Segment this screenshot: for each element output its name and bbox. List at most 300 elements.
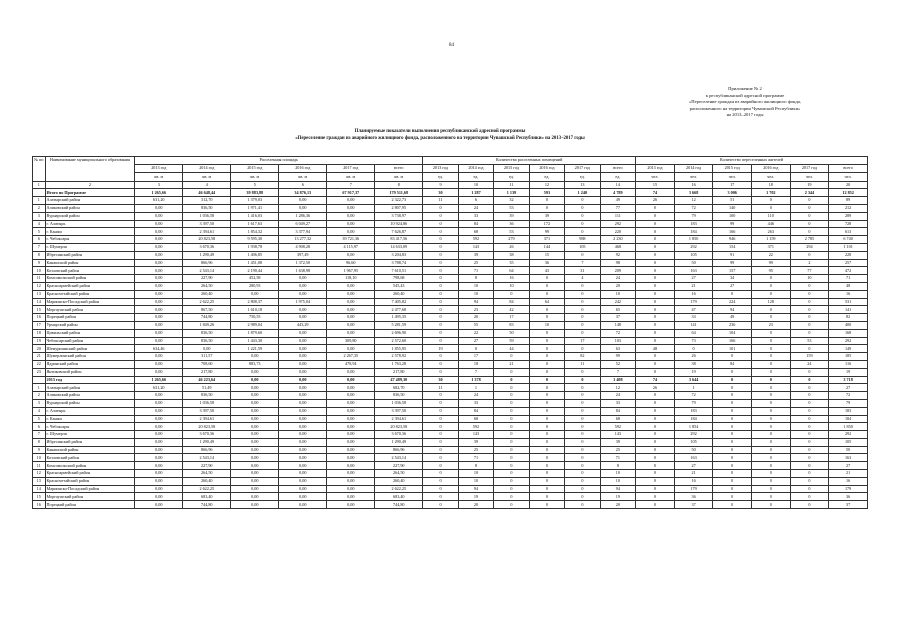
table-cell: 292 bbox=[674, 243, 713, 251]
table-cell: 0 bbox=[423, 282, 458, 290]
table-cell: 1 287 bbox=[458, 189, 493, 197]
municipality-name: Комсомольский район bbox=[45, 275, 135, 283]
table-cell: 1 416,03 bbox=[231, 212, 279, 220]
table-cell: 1 451,08 bbox=[231, 259, 279, 267]
table-cell: 0 bbox=[529, 423, 564, 431]
table-cell: 39 721,36 bbox=[327, 236, 375, 244]
table-cell: 0 bbox=[565, 376, 600, 384]
table-cell: 19 bbox=[674, 368, 713, 376]
table-cell: 0 bbox=[423, 485, 458, 493]
table-cell: 12 bbox=[674, 197, 713, 205]
table-row bbox=[33, 267, 868, 275]
table-cell: 209 bbox=[600, 267, 636, 275]
table-cell: 0,00 bbox=[231, 407, 279, 415]
table-cell: 0 bbox=[636, 267, 675, 275]
table-cell: 0 bbox=[494, 290, 529, 298]
municipality-name: Красночетайский район bbox=[45, 290, 135, 298]
table-cell: 94 bbox=[600, 485, 636, 493]
table-cell: 0,00 bbox=[279, 392, 327, 400]
table-cell: 91 bbox=[713, 251, 752, 259]
header-unit: чел. bbox=[674, 172, 713, 181]
table-cell: 2 322,73 bbox=[375, 197, 423, 205]
table-cell: 148 bbox=[600, 321, 636, 329]
table-cell: 0 bbox=[751, 462, 790, 470]
table-cell: 0,00 bbox=[327, 431, 375, 439]
table-cell: 84 bbox=[458, 220, 493, 228]
table-cell: 64 bbox=[494, 267, 529, 275]
row-number: 8 bbox=[33, 438, 46, 446]
table-cell: 1 265,66 bbox=[135, 376, 183, 384]
table-cell: 24 bbox=[458, 204, 493, 212]
row-number bbox=[33, 376, 46, 384]
table-cell: 36 bbox=[529, 259, 564, 267]
table-cell: 27 bbox=[829, 462, 868, 470]
table-cell: 143 bbox=[458, 431, 493, 439]
table-cell: 0 bbox=[423, 290, 458, 298]
table-cell: 1 406,85 bbox=[231, 251, 279, 259]
table-cell: 0 bbox=[565, 423, 600, 431]
table-cell: 7 610,51 bbox=[375, 267, 423, 275]
table-cell: 836,50 bbox=[375, 392, 423, 400]
table-cell: 27 bbox=[674, 462, 713, 470]
header-no: № пп bbox=[33, 157, 46, 182]
table-cell: 227,90 bbox=[183, 275, 231, 283]
table-cell: 0,00 bbox=[135, 399, 183, 407]
table-cell: 242 bbox=[600, 298, 636, 306]
table-cell: 68 bbox=[458, 415, 493, 423]
table-cell: 0,00 bbox=[279, 275, 327, 283]
appendix-note bbox=[640, 86, 850, 119]
table-cell: 32 bbox=[494, 197, 529, 205]
header-unit: чел. bbox=[713, 172, 752, 181]
table-cell: 5 281,59 bbox=[375, 321, 423, 329]
table-cell: 17 bbox=[458, 353, 493, 361]
table-cell: 0,00 bbox=[135, 282, 183, 290]
table-cell: 0 bbox=[565, 415, 600, 423]
table-cell: 0 bbox=[529, 470, 564, 478]
table-cell: 708,60 bbox=[183, 360, 231, 368]
municipality-name: Красноармейский район bbox=[45, 470, 135, 478]
table-cell: 49 bbox=[713, 314, 752, 322]
table-cell: 866,96 bbox=[375, 446, 423, 454]
table-cell: 10 bbox=[458, 290, 493, 298]
table-cell: 38 bbox=[674, 360, 713, 368]
table-row bbox=[33, 415, 868, 423]
table-cell: 0 bbox=[565, 399, 600, 407]
table-cell: 141 bbox=[674, 321, 713, 329]
table-cell: 443,29 bbox=[279, 321, 327, 329]
table-cell: 68 bbox=[458, 228, 493, 236]
table-cell: 217,80 bbox=[375, 368, 423, 376]
table-cell: 0 bbox=[790, 321, 829, 329]
table-cell: 0 bbox=[636, 236, 675, 244]
table-cell: 77 bbox=[600, 204, 636, 212]
column-number: 1 bbox=[33, 181, 46, 189]
table-cell: 183 bbox=[674, 407, 713, 415]
table-cell: 0,00 bbox=[135, 501, 183, 509]
table-cell: 0,00 bbox=[279, 204, 327, 212]
table-cell: 64 bbox=[674, 329, 713, 337]
table-cell: 8 bbox=[600, 462, 636, 470]
table-cell: 10 bbox=[600, 470, 636, 478]
column-number: 17 bbox=[713, 181, 752, 189]
municipality-name: Канашский район bbox=[45, 259, 135, 267]
table-cell: 1 855,95 bbox=[375, 345, 423, 353]
table-cell: 67 917,37 bbox=[327, 189, 375, 197]
table-cell: 0,00 bbox=[231, 376, 279, 384]
table-cell: 2 578,92 bbox=[375, 353, 423, 361]
table-cell: 0 bbox=[751, 337, 790, 345]
municipality-name: г. Шумерля bbox=[45, 243, 135, 251]
table-row bbox=[33, 423, 868, 431]
table-cell: 20 bbox=[458, 314, 493, 322]
table-cell: 1 879,60 bbox=[231, 329, 279, 337]
municipality-name: Канашский район bbox=[45, 446, 135, 454]
table-cell: 0 bbox=[751, 376, 790, 384]
table-cell: 0,00 bbox=[231, 446, 279, 454]
table-row bbox=[33, 345, 868, 353]
table-cell: 39 bbox=[458, 438, 493, 446]
table-cell: 2 572,60 bbox=[375, 337, 423, 345]
municipality-name: г. Шумерля bbox=[45, 431, 135, 439]
table-cell: 144 bbox=[529, 243, 564, 251]
table-cell: 0 bbox=[636, 314, 675, 322]
header-year: 2014 год bbox=[674, 164, 713, 172]
table-cell: 0 bbox=[790, 197, 829, 205]
table-cell: 7 bbox=[458, 368, 493, 376]
table-cell: 0 bbox=[423, 353, 458, 361]
table-cell: 72 bbox=[600, 329, 636, 337]
table-cell: 0,00 bbox=[231, 353, 279, 361]
table-cell: 2 785 bbox=[790, 236, 829, 244]
table-cell: 0,00 bbox=[135, 236, 183, 244]
table-cell: 0 bbox=[529, 477, 564, 485]
table-cell: 0,00 bbox=[327, 462, 375, 470]
table-cell: 0,00 bbox=[231, 384, 279, 392]
table-cell: 592 bbox=[600, 423, 636, 431]
table-cell: 0 bbox=[423, 431, 458, 439]
table-cell: 0 bbox=[529, 501, 564, 509]
table-row bbox=[33, 259, 868, 267]
column-number: 5 bbox=[231, 181, 279, 189]
table-cell: 0 bbox=[494, 407, 529, 415]
table-cell: 1 290,49 bbox=[183, 438, 231, 446]
table-cell: 55 bbox=[458, 321, 493, 329]
table-cell: 0 bbox=[790, 204, 829, 212]
row-number: 12 bbox=[33, 470, 46, 478]
table-cell: 0 bbox=[423, 321, 458, 329]
header-unit: кв. м bbox=[183, 172, 231, 181]
table-cell: 2 394,61 bbox=[183, 228, 231, 236]
row-number: 2 bbox=[33, 392, 46, 400]
municipality-name: Янтиковский район bbox=[45, 368, 135, 376]
table-cell: 260,40 bbox=[375, 477, 423, 485]
table-cell: 1 372,50 bbox=[279, 259, 327, 267]
column-number: 11 bbox=[494, 181, 529, 189]
municipality-name: Красночетайский район bbox=[45, 477, 135, 485]
table-cell: 0 bbox=[565, 220, 600, 228]
table-cell: 20 bbox=[458, 501, 493, 509]
table-cell: 0,00 bbox=[327, 392, 375, 400]
table-cell: 0,00 bbox=[279, 493, 327, 501]
table-cell: 683,40 bbox=[375, 493, 423, 501]
table-cell: 143 bbox=[600, 431, 636, 439]
table-cell: 750,55 bbox=[231, 314, 279, 322]
table-cell: 0,00 bbox=[231, 493, 279, 501]
table-cell: 0 bbox=[713, 290, 752, 298]
appendix-line: расположенного на территории Чувашской Республики» bbox=[689, 105, 801, 111]
table-cell: 0 bbox=[565, 384, 600, 392]
table-cell: 63 bbox=[600, 345, 636, 353]
table-cell: 0,00 bbox=[231, 431, 279, 439]
table-cell: 0,00 bbox=[135, 243, 183, 251]
table-cell: 4 bbox=[565, 275, 600, 283]
table-row bbox=[33, 236, 868, 244]
table-cell: 0,00 bbox=[279, 384, 327, 392]
document-title bbox=[220, 128, 660, 142]
table-cell: 0 bbox=[751, 197, 790, 205]
table-cell: 0,00 bbox=[327, 251, 375, 259]
table-cell: 0,00 bbox=[327, 329, 375, 337]
table-cell: 0 bbox=[790, 345, 829, 353]
table-cell: 0 bbox=[790, 462, 829, 470]
table-cell: 3 006 bbox=[713, 189, 752, 197]
table-row bbox=[33, 298, 868, 306]
table-cell: 728 bbox=[829, 220, 868, 228]
table-cell: 0 bbox=[494, 485, 529, 493]
table-cell: 0,00 bbox=[279, 423, 327, 431]
table-cell: 0 bbox=[423, 454, 458, 462]
table-row bbox=[33, 454, 868, 462]
table-cell: 0 bbox=[751, 282, 790, 290]
municipality-name: Аликовский район bbox=[45, 204, 135, 212]
table-cell: 185 bbox=[829, 353, 868, 361]
table-cell: 257 bbox=[829, 259, 868, 267]
header-rooms: Количество расселенных помещений bbox=[423, 157, 636, 165]
table-cell: 0,00 bbox=[231, 290, 279, 298]
table-cell: 0 bbox=[751, 407, 790, 415]
table-cell: 0 bbox=[636, 407, 675, 415]
table-cell: 0,00 bbox=[135, 306, 183, 314]
table-cell: 0 bbox=[423, 275, 458, 283]
column-number: 2 bbox=[45, 181, 135, 189]
table-cell: 260,40 bbox=[183, 477, 231, 485]
table-cell: 20 823,58 bbox=[183, 236, 231, 244]
table-cell: 613 bbox=[829, 228, 868, 236]
table-cell: 71 bbox=[458, 454, 493, 462]
table-cell: 0 bbox=[529, 345, 564, 353]
table-cell: 0 bbox=[751, 306, 790, 314]
table-row bbox=[33, 337, 868, 345]
table-row bbox=[33, 446, 868, 454]
table-cell: 0 bbox=[423, 399, 458, 407]
table-cell: 0 bbox=[458, 345, 493, 353]
row-number: 17 bbox=[33, 321, 46, 329]
table-cell: 0 bbox=[790, 470, 829, 478]
table-cell: 179 bbox=[829, 485, 868, 493]
table-cell: 1 159 bbox=[751, 236, 790, 244]
table-cell: 0,00 bbox=[135, 314, 183, 322]
municipality-name: Козловский район bbox=[45, 454, 135, 462]
table-cell: 79 bbox=[829, 399, 868, 407]
table-cell: 39 bbox=[600, 438, 636, 446]
table-cell: 0 bbox=[713, 407, 752, 415]
table-cell: 264,50 bbox=[183, 470, 231, 478]
table-cell: 25 bbox=[458, 446, 493, 454]
table-cell: 0,00 bbox=[231, 438, 279, 446]
table-cell: 82 bbox=[565, 353, 600, 361]
table-cell: 7 626,87 bbox=[375, 228, 423, 236]
table-cell: 0 bbox=[751, 368, 790, 376]
table-row bbox=[33, 197, 868, 205]
column-number: 6 bbox=[279, 181, 327, 189]
header-year: всего bbox=[829, 164, 868, 172]
table-cell: 105 bbox=[829, 438, 868, 446]
table-cell: 0,00 bbox=[279, 501, 327, 509]
table-cell: 0 bbox=[713, 438, 752, 446]
table-cell: 159 bbox=[790, 353, 829, 361]
table-cell: 0,00 bbox=[135, 298, 183, 306]
table-cell: 0 bbox=[423, 493, 458, 501]
table-cell: 0 bbox=[423, 314, 458, 322]
table-cell: 19 bbox=[423, 345, 458, 353]
table-cell: 0 bbox=[529, 376, 564, 384]
table-cell: 946 bbox=[713, 236, 752, 244]
table-cell: 227,90 bbox=[183, 462, 231, 470]
table-cell: 0,00 bbox=[231, 477, 279, 485]
table-row bbox=[33, 399, 868, 407]
row-number: 16 bbox=[33, 501, 46, 509]
table-cell: 105 bbox=[565, 243, 600, 251]
table-cell: 0 bbox=[529, 329, 564, 337]
table-cell: 23 bbox=[751, 321, 790, 329]
table-cell: 47 bbox=[674, 306, 713, 314]
column-number: 20 bbox=[829, 181, 868, 189]
table-cell: 99 bbox=[529, 228, 564, 236]
table-cell: 0 bbox=[565, 485, 600, 493]
table-cell: 0,00 bbox=[327, 477, 375, 485]
table-cell: 631,20 bbox=[135, 197, 183, 205]
table-cell: 866,96 bbox=[183, 446, 231, 454]
table-cell: 1 036,58 bbox=[183, 399, 231, 407]
table-cell: 34 bbox=[713, 275, 752, 283]
table-cell: 0 bbox=[494, 376, 529, 384]
table-cell: 72 bbox=[674, 204, 713, 212]
table-cell: 592 bbox=[458, 236, 493, 244]
table-cell: 400 bbox=[829, 321, 868, 329]
table-cell: 79 bbox=[674, 212, 713, 220]
table-cell: 260,40 bbox=[375, 290, 423, 298]
table-cell: 2 190,44 bbox=[231, 267, 279, 275]
table-cell: 0 bbox=[636, 470, 675, 478]
table-row bbox=[33, 251, 868, 259]
table-row bbox=[33, 243, 868, 251]
table-cell: 0,00 bbox=[327, 493, 375, 501]
appendix-line: Приложение № 2 bbox=[728, 86, 762, 91]
table-cell: 0 bbox=[423, 306, 458, 314]
row-number: 2 bbox=[33, 204, 46, 212]
table-cell: 0,00 bbox=[279, 470, 327, 478]
table-cell: 0 bbox=[713, 462, 752, 470]
table-cell: 0 bbox=[423, 446, 458, 454]
table-cell: 0 bbox=[751, 454, 790, 462]
table-cell: 0,00 bbox=[327, 501, 375, 509]
municipality-name: Моргаушский район bbox=[45, 306, 135, 314]
table-cell: 19 bbox=[600, 493, 636, 501]
table-cell: 0 bbox=[423, 220, 458, 228]
table-cell: 128 bbox=[751, 298, 790, 306]
table-cell: 0 bbox=[636, 501, 675, 509]
table-cell: 163 bbox=[674, 454, 713, 462]
table-cell: 260,40 bbox=[183, 290, 231, 298]
table-cell: 104 bbox=[713, 329, 752, 337]
table-cell: 94 bbox=[458, 485, 493, 493]
table-cell: 0 bbox=[713, 501, 752, 509]
table-cell: 163 bbox=[674, 267, 713, 275]
header-year: 2017 год bbox=[565, 164, 600, 172]
table-cell: 312,70 bbox=[183, 197, 231, 205]
table-cell: 3 670,36 bbox=[183, 431, 231, 439]
table-row bbox=[33, 321, 868, 329]
table-cell: 0 bbox=[790, 438, 829, 446]
table-cell: 0 bbox=[636, 399, 675, 407]
row-number: 13 bbox=[33, 477, 46, 485]
table-cell: 0 bbox=[636, 306, 675, 314]
table-cell: 2 989,04 bbox=[231, 321, 279, 329]
table-cell: 0,00 bbox=[135, 353, 183, 361]
row-number: 9 bbox=[33, 446, 46, 454]
header-unit: чел. bbox=[790, 172, 829, 181]
table-cell: 59 bbox=[494, 337, 529, 345]
table-cell: 0 bbox=[751, 275, 790, 283]
table-cell: 0 bbox=[713, 368, 752, 376]
table-cell: 10 bbox=[600, 290, 636, 298]
table-cell: 988 bbox=[565, 236, 600, 244]
table-cell: 264,50 bbox=[375, 470, 423, 478]
table-cell: 0,00 bbox=[135, 470, 183, 478]
table-row bbox=[33, 493, 868, 501]
table-cell: 0,00 bbox=[327, 290, 375, 298]
table-cell: 452,58 bbox=[231, 275, 279, 283]
table-cell: 2 543,14 bbox=[375, 454, 423, 462]
table-cell: 0,00 bbox=[135, 220, 183, 228]
title-line: «Переселение граждан из аварийного жилищного фонда, расположенного на территории Чувашской Республики» на 2013–2017 годы bbox=[295, 136, 585, 141]
table-cell: 0 bbox=[636, 298, 675, 306]
table-cell: 0 bbox=[790, 485, 829, 493]
table-cell: 24 bbox=[790, 360, 829, 368]
municipality-name: Цивильский район bbox=[45, 329, 135, 337]
table-cell: 0,00 bbox=[279, 431, 327, 439]
table-cell: 309,80 bbox=[327, 337, 375, 345]
table-cell: 0 bbox=[790, 415, 829, 423]
table-cell: 0 bbox=[636, 204, 675, 212]
table-cell: 0 bbox=[529, 399, 564, 407]
table-cell: 0 bbox=[423, 212, 458, 220]
table-cell: 2 622,25 bbox=[375, 485, 423, 493]
table-cell: 37 bbox=[829, 501, 868, 509]
table-cell: 0 bbox=[494, 431, 529, 439]
table-cell: 0 bbox=[790, 212, 829, 220]
table-row bbox=[33, 407, 868, 415]
table-cell: 83 bbox=[494, 321, 529, 329]
column-number: 16 bbox=[674, 181, 713, 189]
table-cell: 263 bbox=[751, 228, 790, 236]
column-number: 4 bbox=[183, 181, 231, 189]
table-cell: 1 290,49 bbox=[375, 438, 423, 446]
table-cell: 72 bbox=[829, 392, 868, 400]
table-cell: 0 bbox=[636, 454, 675, 462]
table-cell: 38 bbox=[494, 251, 529, 259]
